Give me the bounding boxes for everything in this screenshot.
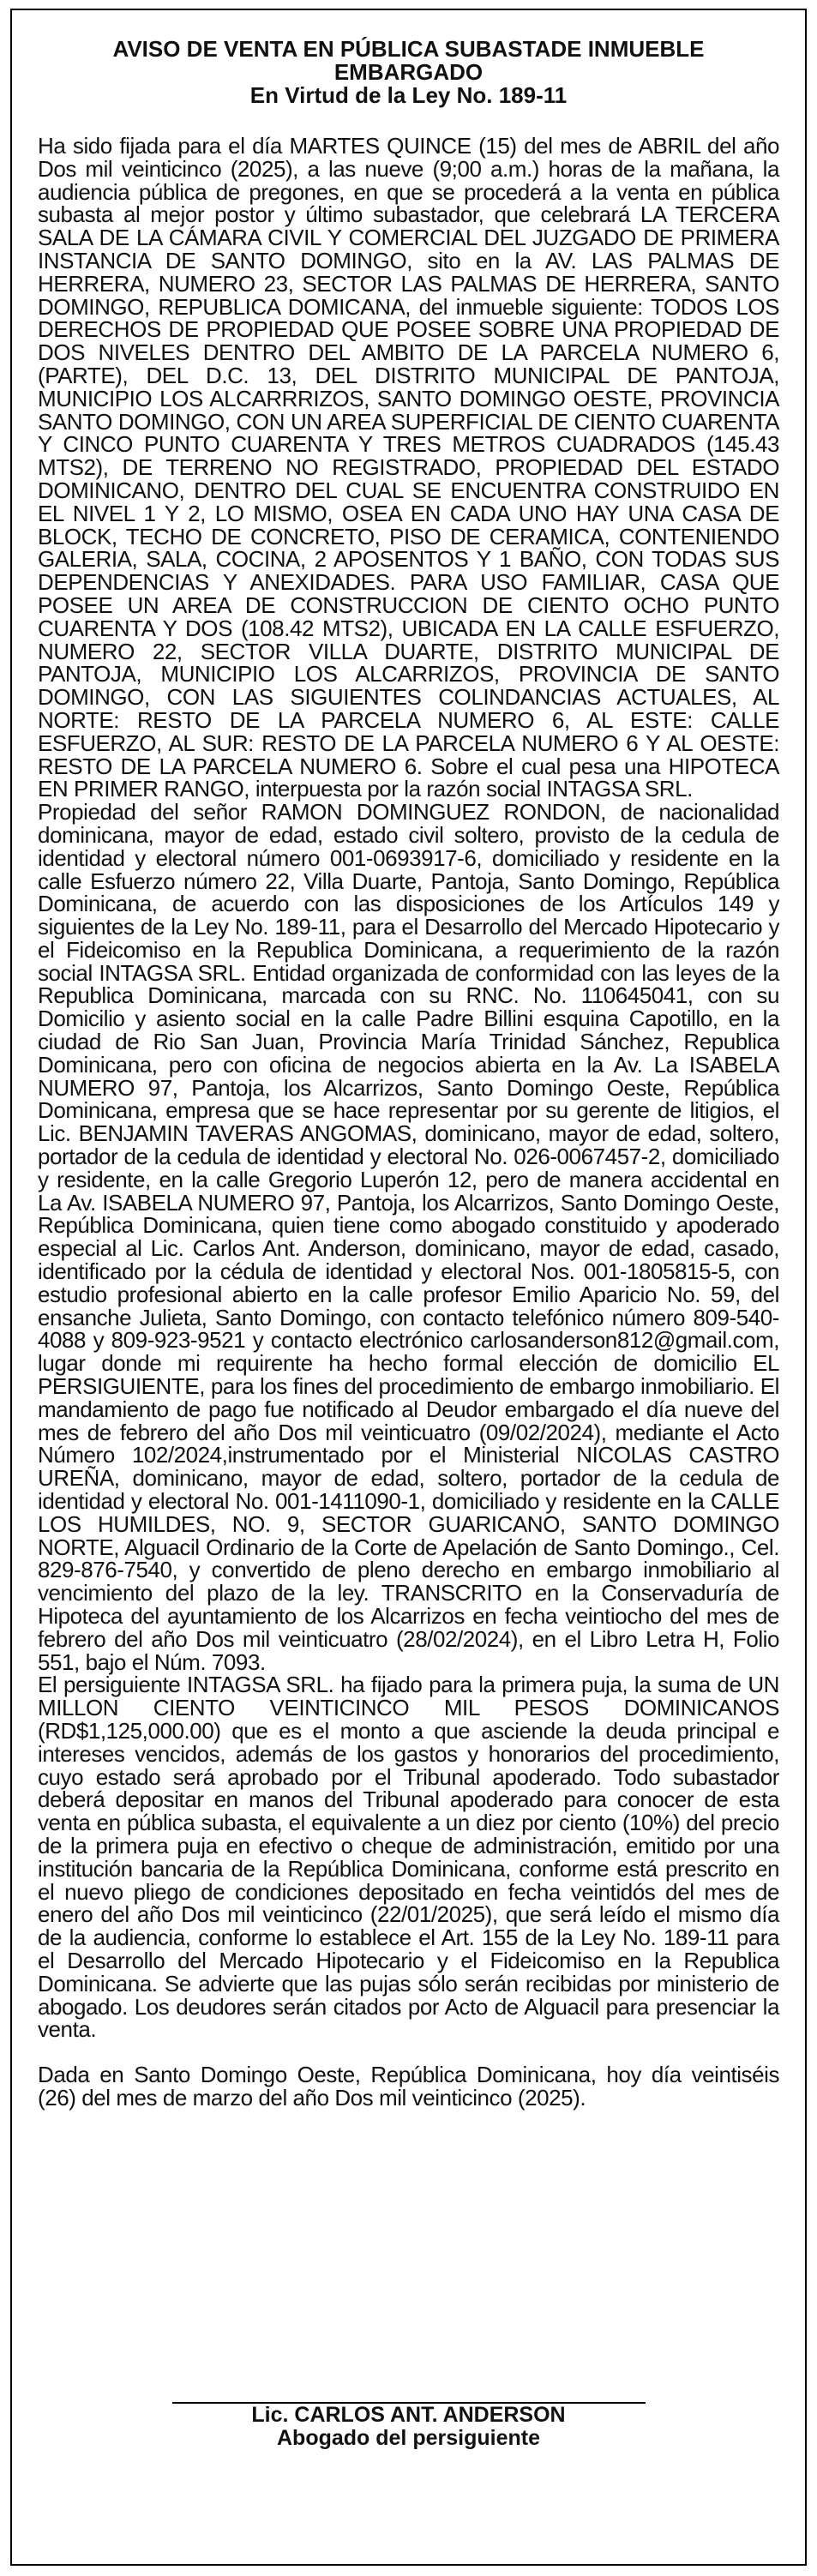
- paragraph-first-bid: El persiguiente INTAGSA SRL. ha fijado para la primera puja, la suma de UN MILLON CIENTO VEINTICINCO MIL PESOS DOMINICANOS (RD$1,125,000.00) que es el monto a que asciende la deuda principal e intereses vencidos, además de los gastos y honorarios del procedimiento, cuyo estado será aprobado por el Tribunal apoderado. Todo subastador deberá depositar en manos del Tribunal apoderado para conocer de esta venta en pública subasta, el equivalente a un diez por ciento (10%) del precio de la primera puja en efectivo o cheque de administración, emitido por una institución bancaria de la República Dominicana, conforme está prescrito en el nuevo pliego de condiciones depositado en fecha veintidós del mes de enero del año Dos mil veinticinco (22/01/2025), que será leído el mismo día de la audiencia, conforme lo establece el Art. 155 de la Ley No. 189-11 para el Desarrollo del Mercado Hipotecario y el Fideicomiso en la Republica Dominicana. Se advierte que las pujas sólo serán recibidas por ministerio de abogado. Los deudores serán citados por Acto de Alguacil para presenciar la venta.: [38, 1672, 779, 2043]
- notice-subtitle: En Virtud de la Ley No. 189-11: [249, 82, 568, 108]
- notice-title: AVISO DE VENTA EN PÚBLICA SUBASTADE INMUEBLE EMBARGADO: [112, 36, 705, 85]
- legal-notice: [10, 9, 807, 2566]
- signature-role: Abogado del persiguiente: [277, 2426, 540, 2450]
- paragraph-property-owner: Propiedad del señor RAMON DOMINGUEZ RONDON, de nacionalidad dominicana, mayor de edad, estado civil soltero, provisto de la cedula de identidad y electoral número 001-0693917-6, domiciliado y residente en la calle Esfuerzo número 22, Villa Duarte, Pantoja, Santo Domingo, República Dominicana, de acuerdo con las disposiciones de los Artículos 149 y siguientes de la Ley No. 189-11, para el Desarrollo del Mercado Hipotecario y el Fideicomiso en la Republica Dominicana, a requerimiento de la razón social INTAGSA SRL. Entidad organizada de conformidad con las leyes de la Republica Dominicana, marcada con su RNC. No. 110645041, con su Domicilio y asiento social en la calle Padre Billini esquina Capotillo, en la ciudad de Rio San Juan, Provincia María Trinidad Sánchez, Republica Dominicana, pero con oficina de negocios abierta en la Av. La ISABELA NUMERO 97, Pantoja, los Alcarrizos, Santo Domingo Oeste, República Dominicana, empresa que se hace representar por su gerente de litigios, el Lic. BENJAMIN TAVERAS ANGOMAS, dominicano, mayor de edad, soltero, portador de la cedula de identidad y electoral No. 026-0067457-2, domiciliado y residente, en la calle Gregorio Luperón 12, pero de manera accidental en La Av. ISABELA NUMERO 97, Pantoja, los Alcarrizos, Santo Domingo Oeste, República Dominicana, quien tiene como abogado constituido y apoderado especial al Lic. Carlos Ant. Anderson, dominicano, mayor de edad, casado, identificado por la cédula de identidad y electoral Nos. 001-1805815-5, con estudio profesional abierto en la calle profesor Emilio Aparicio No. 59, del ensanche Julieta, Santo Domingo, con contacto telefónico número 809-540-4088 y 809-923-9521 y contacto electrónico carlosanderson812@gmail.com, lugar donde mi requirente ha hecho formal elección de domicilio EL PERSIGUIENTE, para los fines del procedimiento de embargo inmobiliario. El mandamiento de pago fue notificado al Deudor embargado el día nueve del mes de febrero del año Dos mil veinticuatro (09/02/2024), mediante el Acto Número 102/2024,instrumentado por el Ministerial NICOLAS CASTRO UREÑA, dominicano, mayor de edad, soltero, portador de la cedula de identidad y electoral No. 001-1411090-1, domiciliado y residente en la CALLE LOS HUMILDES, NO. 9, SECTOR GUARICANO, SANTO DOMINGO NORTE, Alguacil Ordinario de la Corte de Apelación de Santo Domingo., Cel. 829-876-7540, y convertido de pleno derecho en embargo inmobiliario al vencimiento del plazo de la ley. TRANSCRITO en la Conservaduría de Hipoteca del ayuntamiento de los Alcarrizos en fecha veintiocho del mes de febrero del año Dos mil veinticuatro (28/02/2024), en el Libro Letra H, Folio 551, bajo el Núm. 7093.: [38, 799, 779, 1675]
- signature-block: [12, 2402, 805, 2450]
- paragraph-auction-details: Ha sido fijada para el día MARTES QUINCE (15) del mes de ABRIL del año Dos mil veinticinco (2025), a las nueve (9;00 a.m.) horas de la mañana, la audiencia pública de pregones, en que se procederá a la venta en pública subasta al mejor postor y último subastador, que celebrará LA TERCERA SALA DE LA CÁMARA CIVIL Y COMERCIAL DEL JUZGADO DE PRIMERA INSTANCIA DE SANTO DOMINGO, sito en la AV. LAS PALMAS DE HERRERA, NUMERO 23, SECTOR LAS PALMAS DE HERRERA, SANTO DOMINGO, REPUBLICA DOMICANA, del inmueble siguiente: TODOS LOS DERECHOS DE PROPIEDAD QUE POSEE SOBRE UNA PROPIEDAD DE DOS NIVELES DENTRO DEL AMBITO DE LA PARCELA NUMERO 6, (PARTE), DEL D.C. 13, DEL DISTRITO MUNICIPAL DE PANTOJA, MUNICIPIO LOS ALCARRRIZOS, SANTO DOMINGO OESTE, PROVINCIA SANTO DOMINGO, CON UN AREA SUPERFICIAL DE CIENTO CUARENTA Y CINCO PUNTO CUARENTA Y TRES METROS CUADRADOS (145.43 MTS2), DE TERRENO NO REGISTRADO, PROPIEDAD DEL ESTADO DOMINICANO, DENTRO DEL CUAL SE ENCUENTRA CONSTRUIDO EN EL NIVEL 1 Y 2, LO MISMO, OSEA EN CADA UNO HAY UNA CASA DE BLOCK, TECHO DE CONCRETO, PISO DE CERAMICA, CONTENIENDO GALERIA, SALA, COCINA, 2 APOSENTOS Y 1 BAÑO, CON TODAS SUS DEPENDENCIAS Y ANEXIDADES. PARA USO FAMILIAR, CASA QUE POSEE UN AREA DE CONSTRUCCION DE CIENTO OCHO PUNTO CUARENTA Y DOS (108.42 MTS2), UBICADA EN LA CALLE ESFUERZO, NUMERO 22, SECTOR VILLA DUARTE, DISTRITO MUNICIPAL DE PANTOJA, MUNICIPIO LOS ALCARRIZOS, PROVINCIA DE SANTO DOMINGO, CON LAS SIGUIENTES COLINDANCIAS ACTUALES, AL NORTE: RESTO DE LA PARCELA NUMERO 6, AL ESTE: CALLE ESFUERZO, AL SUR: RESTO DE LA PARCELA NUMERO 6 Y AL OESTE: RESTO DE LA PARCELA NUMERO 6. Sobre el cual pesa una HIPOTECA EN PRIMER RANGO, interpuesta por la razón social INTAGSA SRL.: [38, 133, 779, 802]
- signature-name: Lic. CARLOS ANT. ANDERSON: [251, 2403, 566, 2427]
- notice-body: [38, 135, 779, 2110]
- paragraph-date-given: Dada en Santo Domingo Oeste, República Dominicana, hoy día veintiséis (26) del mes de marzo del año Dos mil veinticinco (2025).: [38, 2062, 779, 2111]
